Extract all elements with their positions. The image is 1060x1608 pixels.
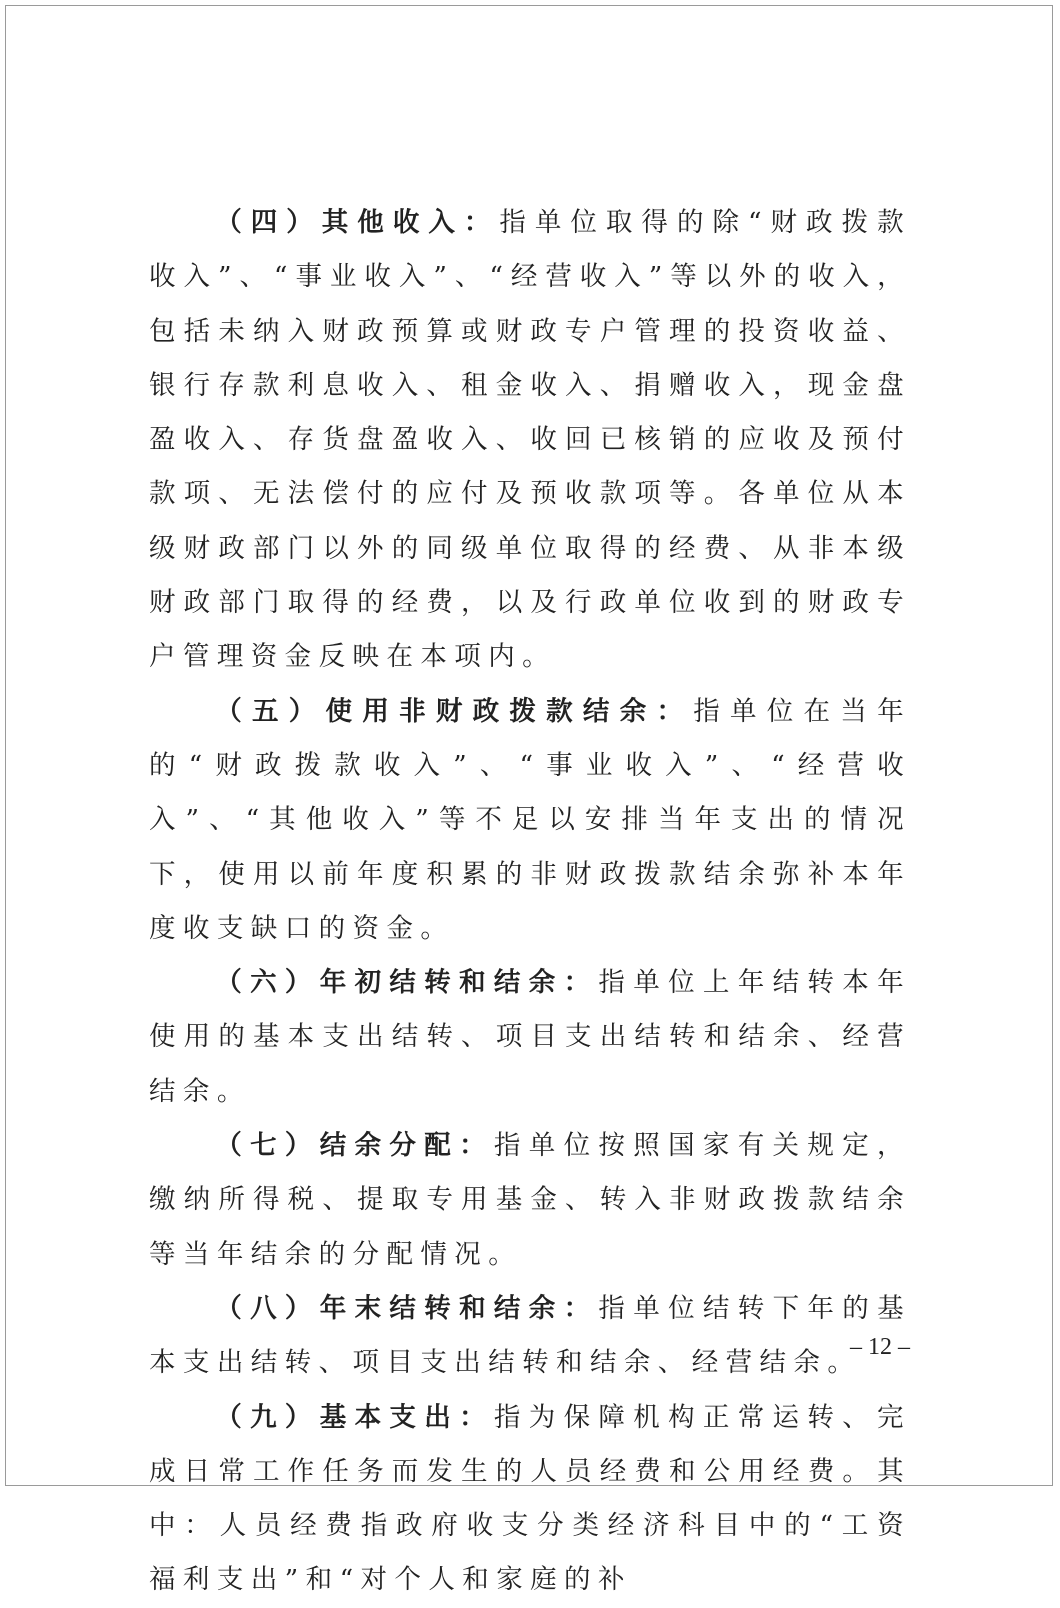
definition-basic-expenditure: 指为保障机构正常运转、完成日常工作任务而发生的人员经费和公用经费。其中：人员经费指政府收支分类经济科目中的“工资福利支出”和“对个人和家庭的补 — [149, 1401, 911, 1596]
definition-opening-carryover: 指单位上年结转本年使用的基本支出结转、项目支出结转和结余、经营结余。 — [149, 967, 912, 1107]
paragraph-opening-carryover — [149, 956, 911, 1119]
term-closing-carryover: （八）年末结转和结余： — [215, 1292, 599, 1324]
document-body — [149, 196, 911, 1608]
paragraph-other-income — [149, 196, 911, 685]
term-other-income: （四）其他收入： — [215, 207, 500, 238]
paragraph-balance-distribution — [149, 1119, 911, 1282]
term-basic-expenditure: （九）基本支出： — [215, 1401, 494, 1433]
definition-closing-carryover: 指单位结转下年的基本支出结转、项目支出结转和结余、经营结余。 — [149, 1292, 912, 1379]
page-number: – 12 – — [850, 1334, 910, 1360]
paragraph-basic-expenditure — [149, 1391, 911, 1608]
term-non-fiscal-balance-use: （五）使用非财政拨款结余： — [215, 695, 694, 727]
term-balance-distribution: （七）结余分配： — [215, 1130, 494, 1162]
definition-other-income: 指单位取得的除“财政拨款收入”、“事业收入”、“经营收入”等以外的收入，包括未纳入财政预算或财政专户管理的投资收益、银行存款利息收入、租金收入、捐赠收入，现金盘盈收入、存货盘盈收入、收回已核销的应收及预付款项、无法偿付的应付及预收款项等。各单位从本级财政部门以外的同级单位取得的经费、从非本级财政部门取得的经费，以及行政单位收到的财政专户管理资金反映在本项内。 — [149, 207, 911, 673]
paragraph-closing-carryover — [149, 1282, 911, 1391]
term-opening-carryover: （六）年初结转和结余： — [215, 967, 599, 999]
definition-non-fiscal-balance-use: 指单位在当年的“财政拨款收入”、“事业收入”、“经营收入”、“其他收入”等不足以安排当年支出的情况下，使用以前年度积累的非财政拨款结余弥补本年度收支缺口的资金。 — [149, 695, 911, 944]
definition-balance-distribution: 指单位按照国家有关规定，缴纳所得税、提取专用基金、转入非财政拨款结余等当年结余的分配情况。 — [149, 1130, 911, 1270]
paragraph-non-fiscal-balance-use — [149, 685, 911, 956]
